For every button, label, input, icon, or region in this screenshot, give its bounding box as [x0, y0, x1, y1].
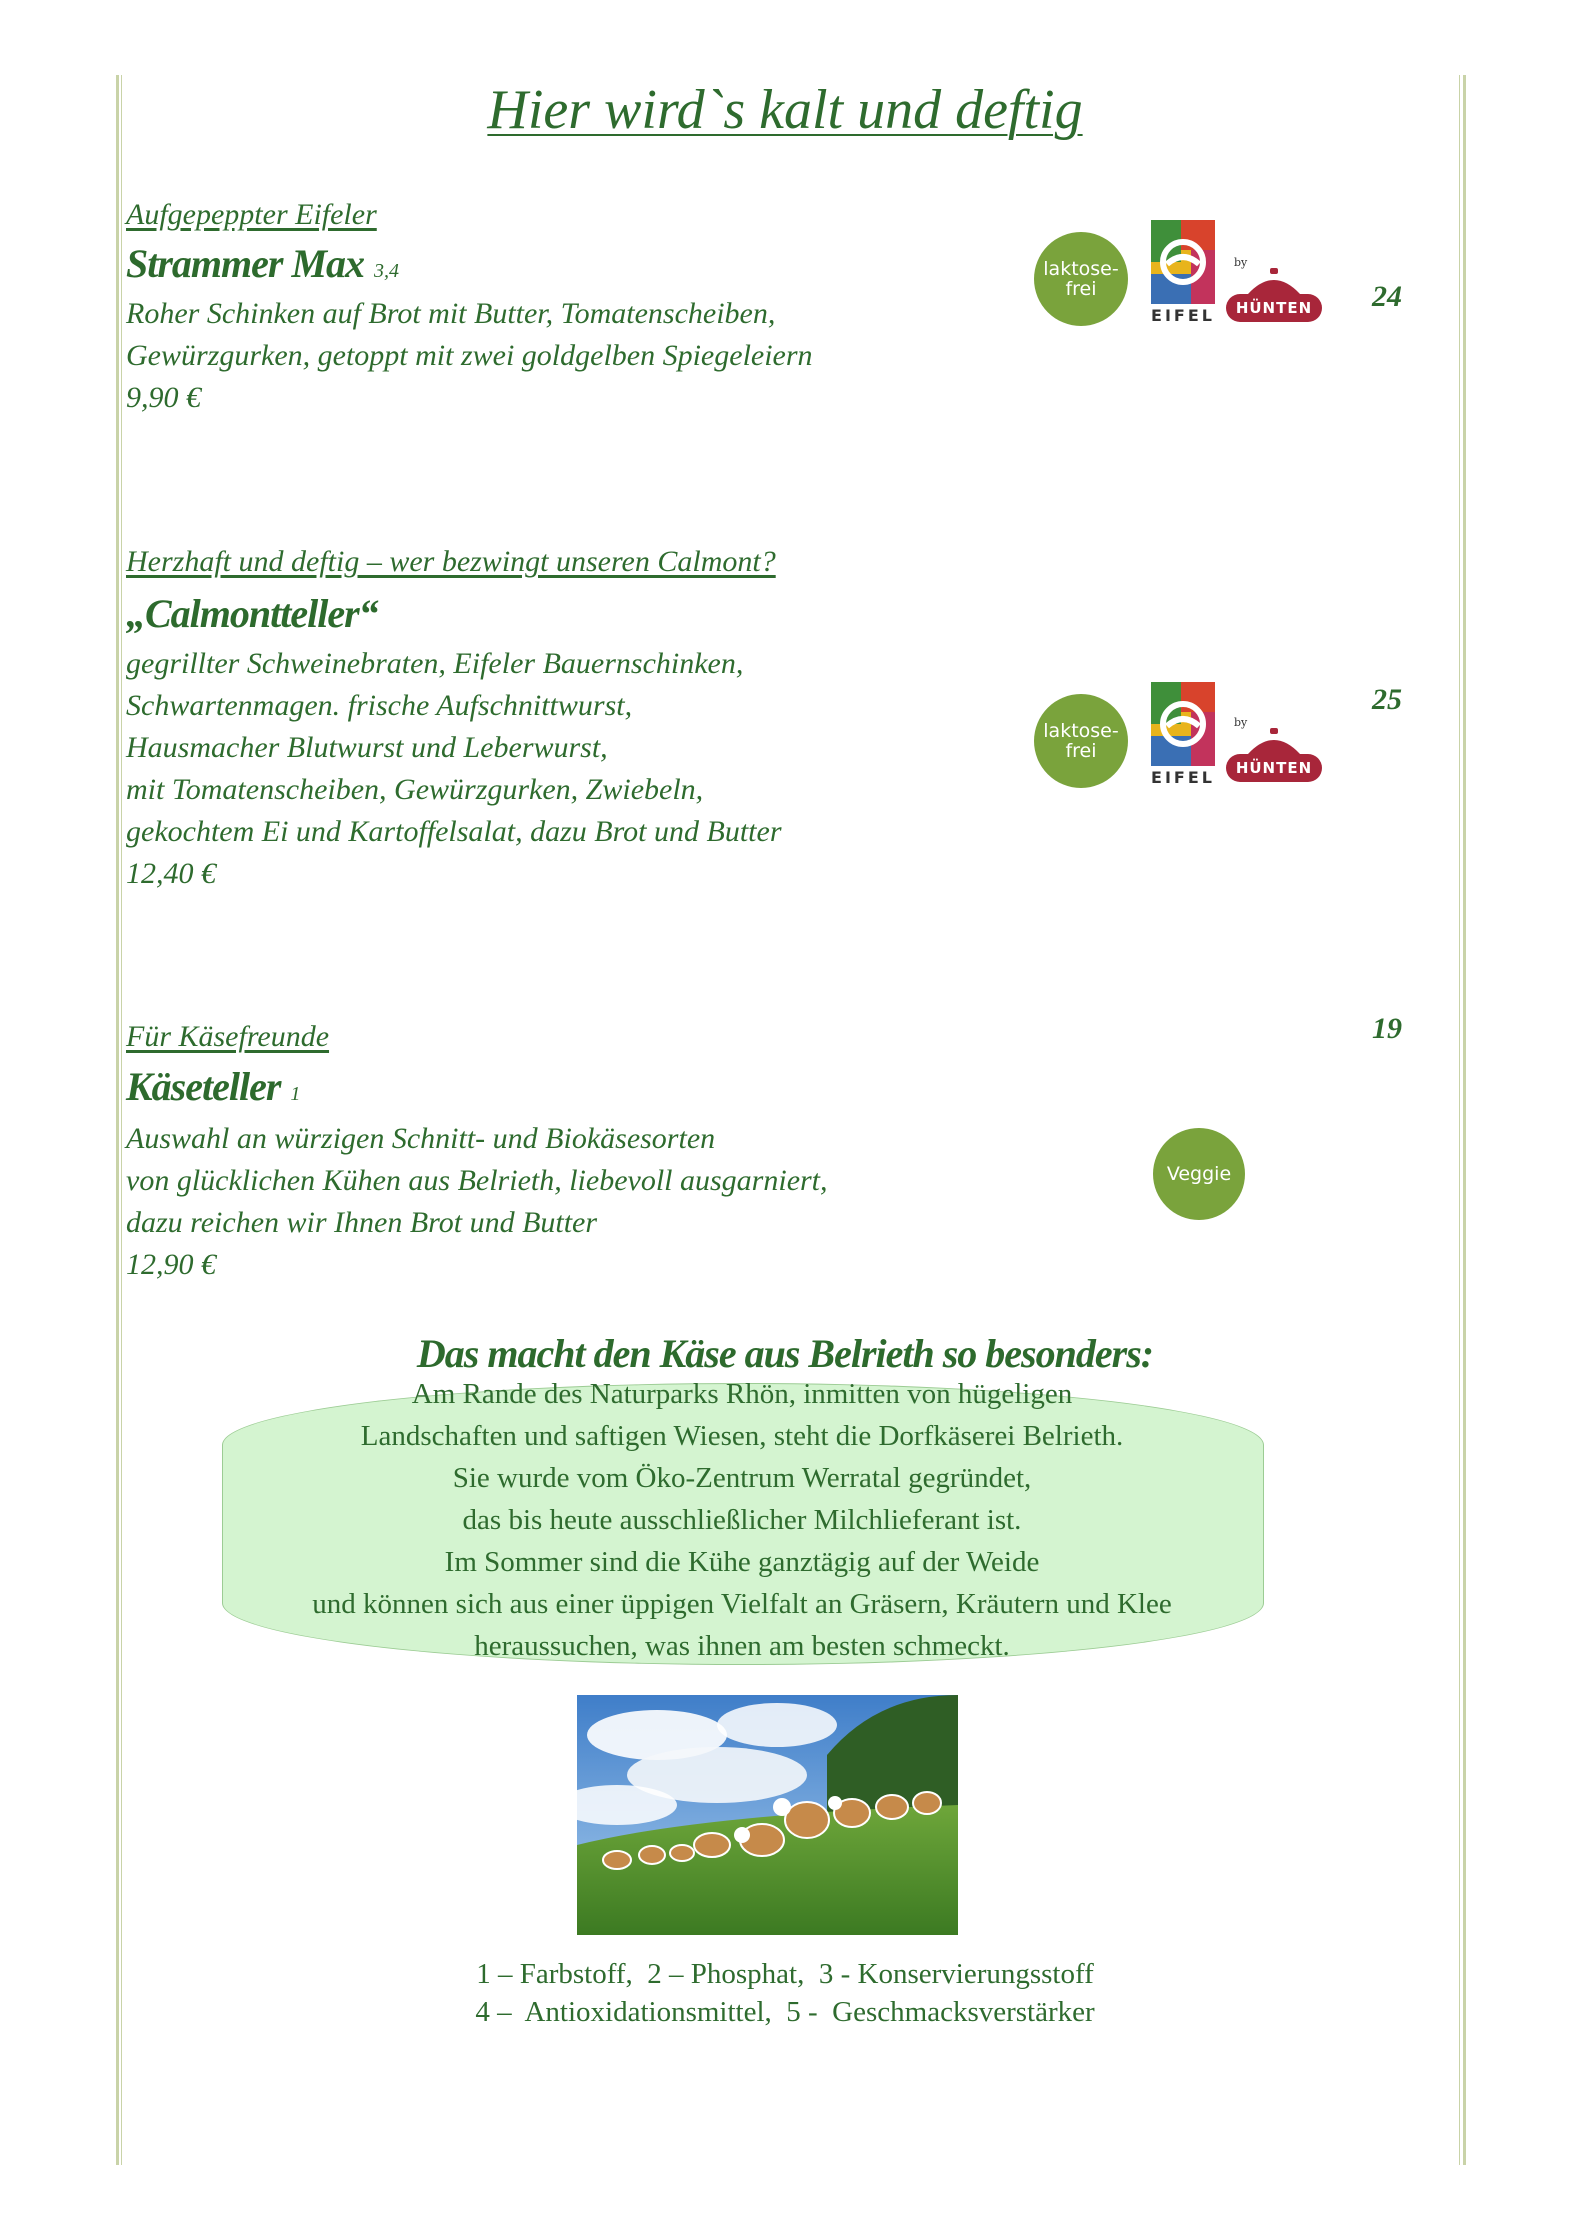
- eifel-label: EIFEL: [1151, 768, 1215, 787]
- item-price: 12,40 €: [126, 857, 216, 890]
- pot-lid-icon: [1244, 726, 1304, 756]
- item-name: [126, 240, 399, 287]
- item-name-text: Strammer Max: [126, 241, 365, 286]
- info-line: Im Sommer sind die Kühe ganztägig auf der Weide: [444, 1546, 1040, 1578]
- page-border-left: [116, 75, 119, 2165]
- huenten-label: HÜNTEN: [1226, 754, 1322, 782]
- huenten-by: by: [1234, 716, 1248, 729]
- page-border-right-inner: [1459, 75, 1460, 2165]
- item-price: 9,90 €: [126, 381, 201, 414]
- item-price: 12,90 €: [126, 1248, 216, 1281]
- laktosefrei-badge: [1034, 694, 1128, 788]
- description-line: Auswahl an würzigen Schnitt- und Biokäsesorten: [126, 1122, 716, 1155]
- description-line: gekochtem Ei und Kartoffelsalat, dazu Brot und Butter: [126, 815, 782, 848]
- page-border-left-inner: [121, 75, 122, 2165]
- item-allergens: 3,4: [374, 260, 400, 282]
- description-line: von glücklichen Kühen aus Belrieth, liebevoll ausgarniert,: [126, 1164, 828, 1197]
- item-description: [126, 293, 813, 419]
- description-line: Schwartenmagen. frische Aufschnittwurst,: [126, 689, 633, 722]
- eifel-logo-icon: [1151, 682, 1215, 766]
- item-subtitle: Für Käsefreunde: [126, 1020, 330, 1053]
- eifel-logo-icon: [1151, 220, 1215, 304]
- huenten-logo: [1226, 716, 1322, 786]
- eifel-label: EIFEL: [1151, 306, 1215, 325]
- item-description: [126, 643, 782, 895]
- laktosefrei-line2: frei: [1065, 278, 1097, 300]
- item-subtitle: Aufgepeppter Eifeler: [126, 198, 377, 231]
- description-line: Hausmacher Blutwurst und Leberwurst,: [126, 731, 608, 764]
- item-subtitle: Herzhaft und deftig – wer bezwingt unseren Calmont?: [126, 545, 776, 578]
- huenten-by: by: [1234, 256, 1248, 269]
- info-line: das bis heute ausschließlicher Milchlieferant ist.: [462, 1504, 1022, 1536]
- laktosefrei-badge: [1034, 232, 1128, 326]
- description-line: dazu reichen wir Ihnen Brot und Butter: [126, 1206, 598, 1239]
- cows-on-meadow-photo: [577, 1695, 958, 1935]
- huenten-logo: [1226, 256, 1322, 326]
- item-name-text: Käseteller: [126, 1064, 281, 1109]
- info-line: Am Rande des Naturparks Rhön, inmitten von hügeligen: [411, 1378, 1073, 1410]
- info-line: Landschaften und saftigen Wiesen, steht die Dorfkäserei Belrieth.: [360, 1420, 1124, 1452]
- item-number: 25: [1372, 683, 1402, 716]
- laktosefrei-line1: laktose-: [1043, 258, 1119, 280]
- description-line: Roher Schinken auf Brot mit Butter, Tomatenscheiben,: [126, 297, 776, 330]
- info-line: Sie wurde vom Öko-Zentrum Werratal gegründet,: [452, 1462, 1032, 1494]
- page-title: Hier wird`s kalt und deftig: [487, 79, 1083, 141]
- item-allergens: 1: [290, 1083, 301, 1105]
- info-line: und können sich aus einer üppigen Vielfalt an Gräsern, Kräutern und Klee: [312, 1588, 1172, 1620]
- veggie-label: Veggie: [1166, 1163, 1232, 1185]
- info-line: heraussuchen, was ihnen am besten schmeckt.: [474, 1630, 1010, 1662]
- description-line: gegrillter Schweinebraten, Eifeler Bauernschinken,: [126, 647, 744, 680]
- item-number: 19: [1372, 1012, 1402, 1045]
- eifel-logo: [1148, 682, 1218, 794]
- item-name: [126, 1063, 300, 1110]
- additives-legend: [0, 1955, 1570, 2031]
- item-description: [126, 1118, 828, 1286]
- special-title: Das macht den Käse aus Belrieth so besonders:: [416, 1331, 1154, 1376]
- laktosefrei-line2: frei: [1065, 740, 1097, 762]
- description-line: mit Tomatenscheiben, Gewürzgurken, Zwiebeln,: [126, 773, 704, 806]
- description-line: Gewürzgurken, getoppt mit zwei goldgelben Spiegeleiern: [126, 339, 813, 372]
- veggie-badge: [1153, 1128, 1245, 1220]
- item-name-text: „Calmontteller“: [126, 591, 378, 636]
- laktosefrei-line1: laktose-: [1043, 720, 1119, 742]
- legend-line: 4 – Antioxidationsmittel, 5 - Geschmacksverstärker: [475, 1996, 1095, 2028]
- info-bubble-text: [222, 1373, 1262, 1667]
- item-name: [126, 590, 378, 637]
- item-number: 24: [1372, 280, 1402, 313]
- page-border-right: [1463, 75, 1466, 2165]
- eifel-logo: [1148, 220, 1218, 332]
- huenten-label: HÜNTEN: [1226, 294, 1322, 322]
- legend-line: 1 – Farbstoff, 2 – Phosphat, 3 - Konservierungsstoff: [476, 1958, 1094, 1990]
- pot-lid-icon: [1244, 266, 1304, 296]
